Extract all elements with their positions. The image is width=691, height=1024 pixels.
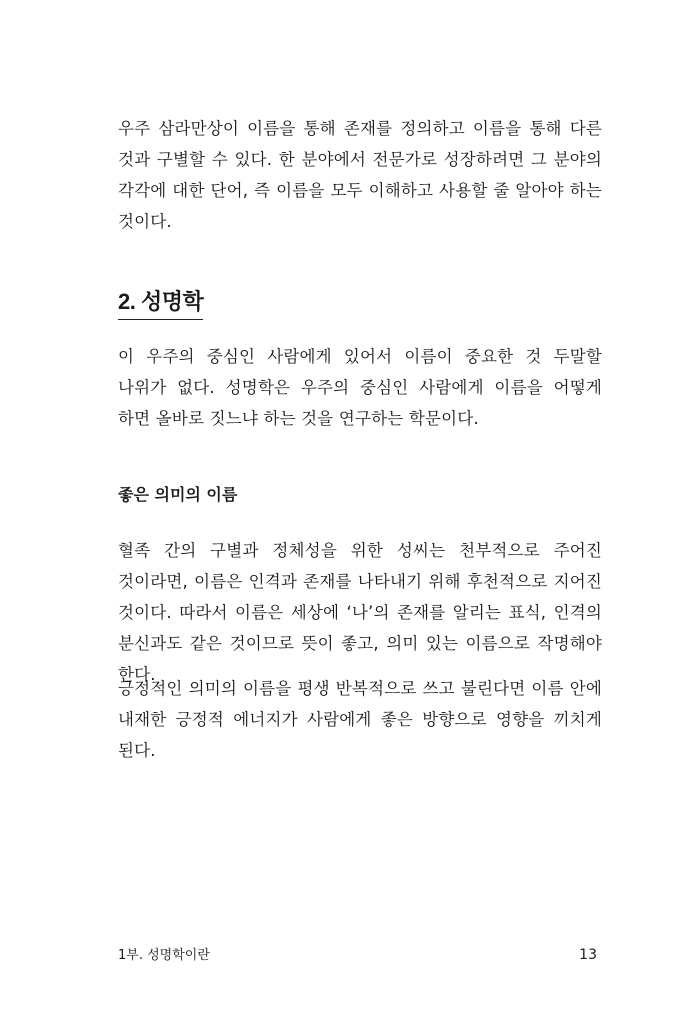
footer-chapter-title: 1부. 성명학이란 [118, 948, 210, 963]
positive-energy-paragraph: 긍정적인 의미의 이름을 평생 반복적으로 쓰고 불린다면 이름 안에 내재한 긍정적 에너지가 사람에게 좋은 방향으로 영향을 끼치게 된다. [118, 679, 602, 760]
definition-paragraph: 이 우주의 중심인 사람에게 있어서 이름이 중요한 것 두말할 나위가 없다. 성명학은 우주의 중심인 사람에게 이름을 어떻게 하면 올바로 짓느냐 하는 것을 연구하는 학문이다. [118, 347, 602, 428]
intro-paragraph: 우주 삼라만상이 이름을 통해 존재를 정의하고 이름을 통해 다른 것과 구별할 수 있다. 한 분야에서 전문가로 성장하려면 그 분야의 각각에 대한 단어, 즉 이름을 모두 이해하고 사용할 줄 알아야 하는 것이다. [118, 119, 602, 231]
surname-paragraph: 혈족 간의 구별과 정체성을 위한 성씨는 천부적으로 주어진 것이라면, 이름은 인격과 존재를 나타내기 위해 후천적으로 지어진 것이다. 따라서 이름은 세상에 ‘나’의 존재를 알리는 표식, 인격의 분신과도 같은 것이므로 뜻이 좋고, 의미 있는 이름으로 작명해야 한다. [118, 541, 602, 684]
subsection-heading: 좋은 의미의 이름 [118, 485, 238, 504]
page-number: 13 [579, 947, 597, 963]
section-heading: 2. 성명학 [118, 288, 203, 320]
